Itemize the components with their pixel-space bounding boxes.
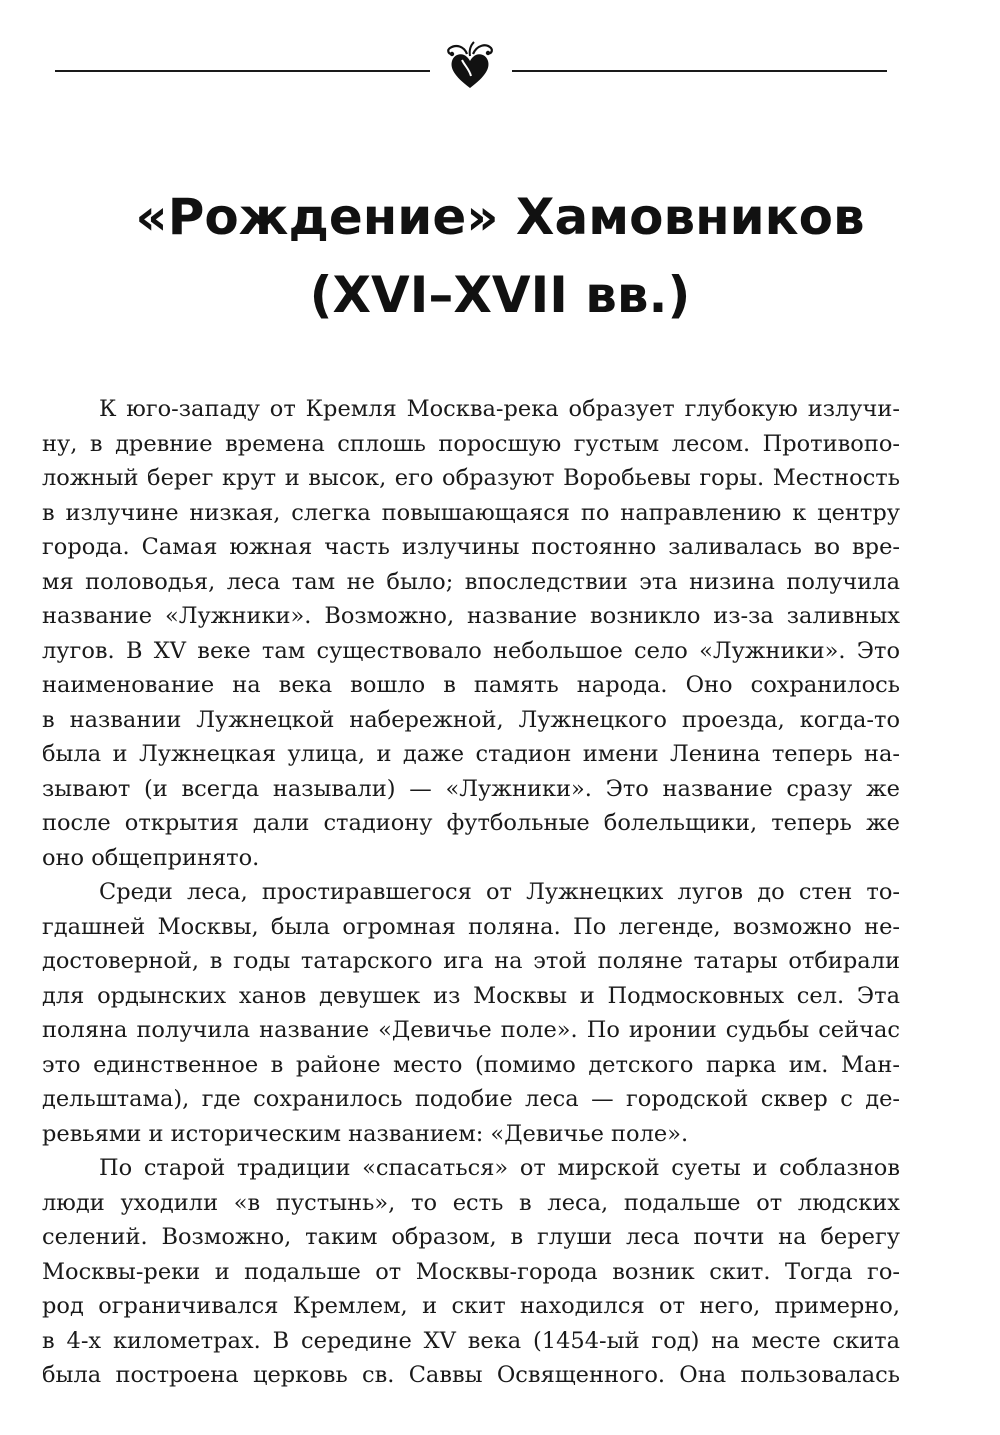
- text-line: была и Лужнецкая улица, и даже стадион имени Ленина теперь на-: [42, 741, 900, 767]
- text-line: ложный берег крут и высок, его образуют Воробьевы горы. Местность: [42, 465, 900, 491]
- text-line: наименование на века вошло в память народа. Оно сохранилось: [42, 672, 900, 698]
- heart-vine-ornament-icon: [440, 40, 500, 92]
- text-line: в 4-х километрах. В середине XV века (1454-ый год) на месте скита: [42, 1327, 900, 1354]
- right-divider-line: [512, 70, 887, 72]
- text-line: По старой традиции «спасаться» от мирской суеты и соблазнов: [99, 1155, 900, 1181]
- text-line: поляна получила название «Девичье поле». По иронии судьбы сейчас: [42, 1017, 900, 1043]
- body-text: [42, 392, 900, 1393]
- text-line: лугов. В XV веке там существовало небольшое село «Лужники». Это: [42, 637, 900, 664]
- text-line: оно общепринято.: [42, 844, 260, 871]
- text-line: дельштама), где сохранилось подобие леса — городской сквер с де-: [42, 1086, 900, 1112]
- text-line: города. Самая южная часть излучины постоянно заливалась во вре-: [42, 534, 900, 560]
- chapter-title: [0, 178, 1000, 334]
- text-line: в названии Лужнецкой набережной, Лужнецкого проезда, когда-то: [42, 706, 900, 733]
- text-line: в излучине низкая, слегка повышающаяся по направлению к центру: [42, 499, 900, 526]
- text-line: после открытия дали стадиону футбольные болельщики, теперь же: [42, 810, 900, 836]
- text-line: название «Лужники». Возможно, название возникло из-за заливных: [42, 603, 900, 629]
- header-ornament-row: [0, 40, 1000, 100]
- text-line: Москвы-реки и подальше от Москвы-города возник скит. Тогда го-: [42, 1258, 900, 1285]
- chapter-title-line-1: «Рождение» Хамовников: [135, 188, 865, 246]
- text-line: селений. Возможно, таким образом, в глуши леса почти на берегу: [42, 1224, 900, 1250]
- text-line: Среди леса, простиравшегося от Лужнецких лугов до стен то-: [99, 879, 900, 905]
- paragraph-3: [42, 1151, 900, 1393]
- paragraph-2: [42, 875, 900, 1151]
- text-line: это единственное в районе место (помимо детского парка им. Ман-: [42, 1051, 900, 1078]
- text-line: была построена церковь св. Саввы Освященного. Она пользовалась: [42, 1362, 900, 1388]
- left-divider-line: [55, 70, 430, 72]
- text-line: род ограничивался Кремлем, и скит находился от него, примерно,: [42, 1293, 900, 1319]
- text-line: достоверной, в годы татарского ига на этой поляне татары отбирали: [42, 948, 900, 974]
- chapter-title-line-2: (XVI–XVII вв.): [309, 266, 691, 324]
- text-line: люди уходили «в пустынь», то есть в леса, подальше от людских: [42, 1189, 900, 1216]
- paragraph-1: [42, 392, 900, 875]
- text-line: ну, в древние времена сплошь поросшую густым лесом. Противопо-: [42, 430, 900, 457]
- text-line: для ордынских ханов девушек из Москвы и Подмосковных сел. Эта: [42, 982, 900, 1009]
- text-line: гдашней Москвы, была огромная поляна. По легенде, возможно не-: [42, 913, 900, 940]
- text-line: ревьями и историческим названием: «Девичье поле».: [42, 1120, 689, 1147]
- text-line: зывают (и всегда называли) — «Лужники». Это название сразу же: [42, 775, 900, 802]
- text-line: мя половодья, леса там не было; впоследствии эта низина получила: [42, 568, 900, 595]
- text-line: К юго-западу от Кремля Москва-река образует глубокую излучи-: [99, 396, 900, 422]
